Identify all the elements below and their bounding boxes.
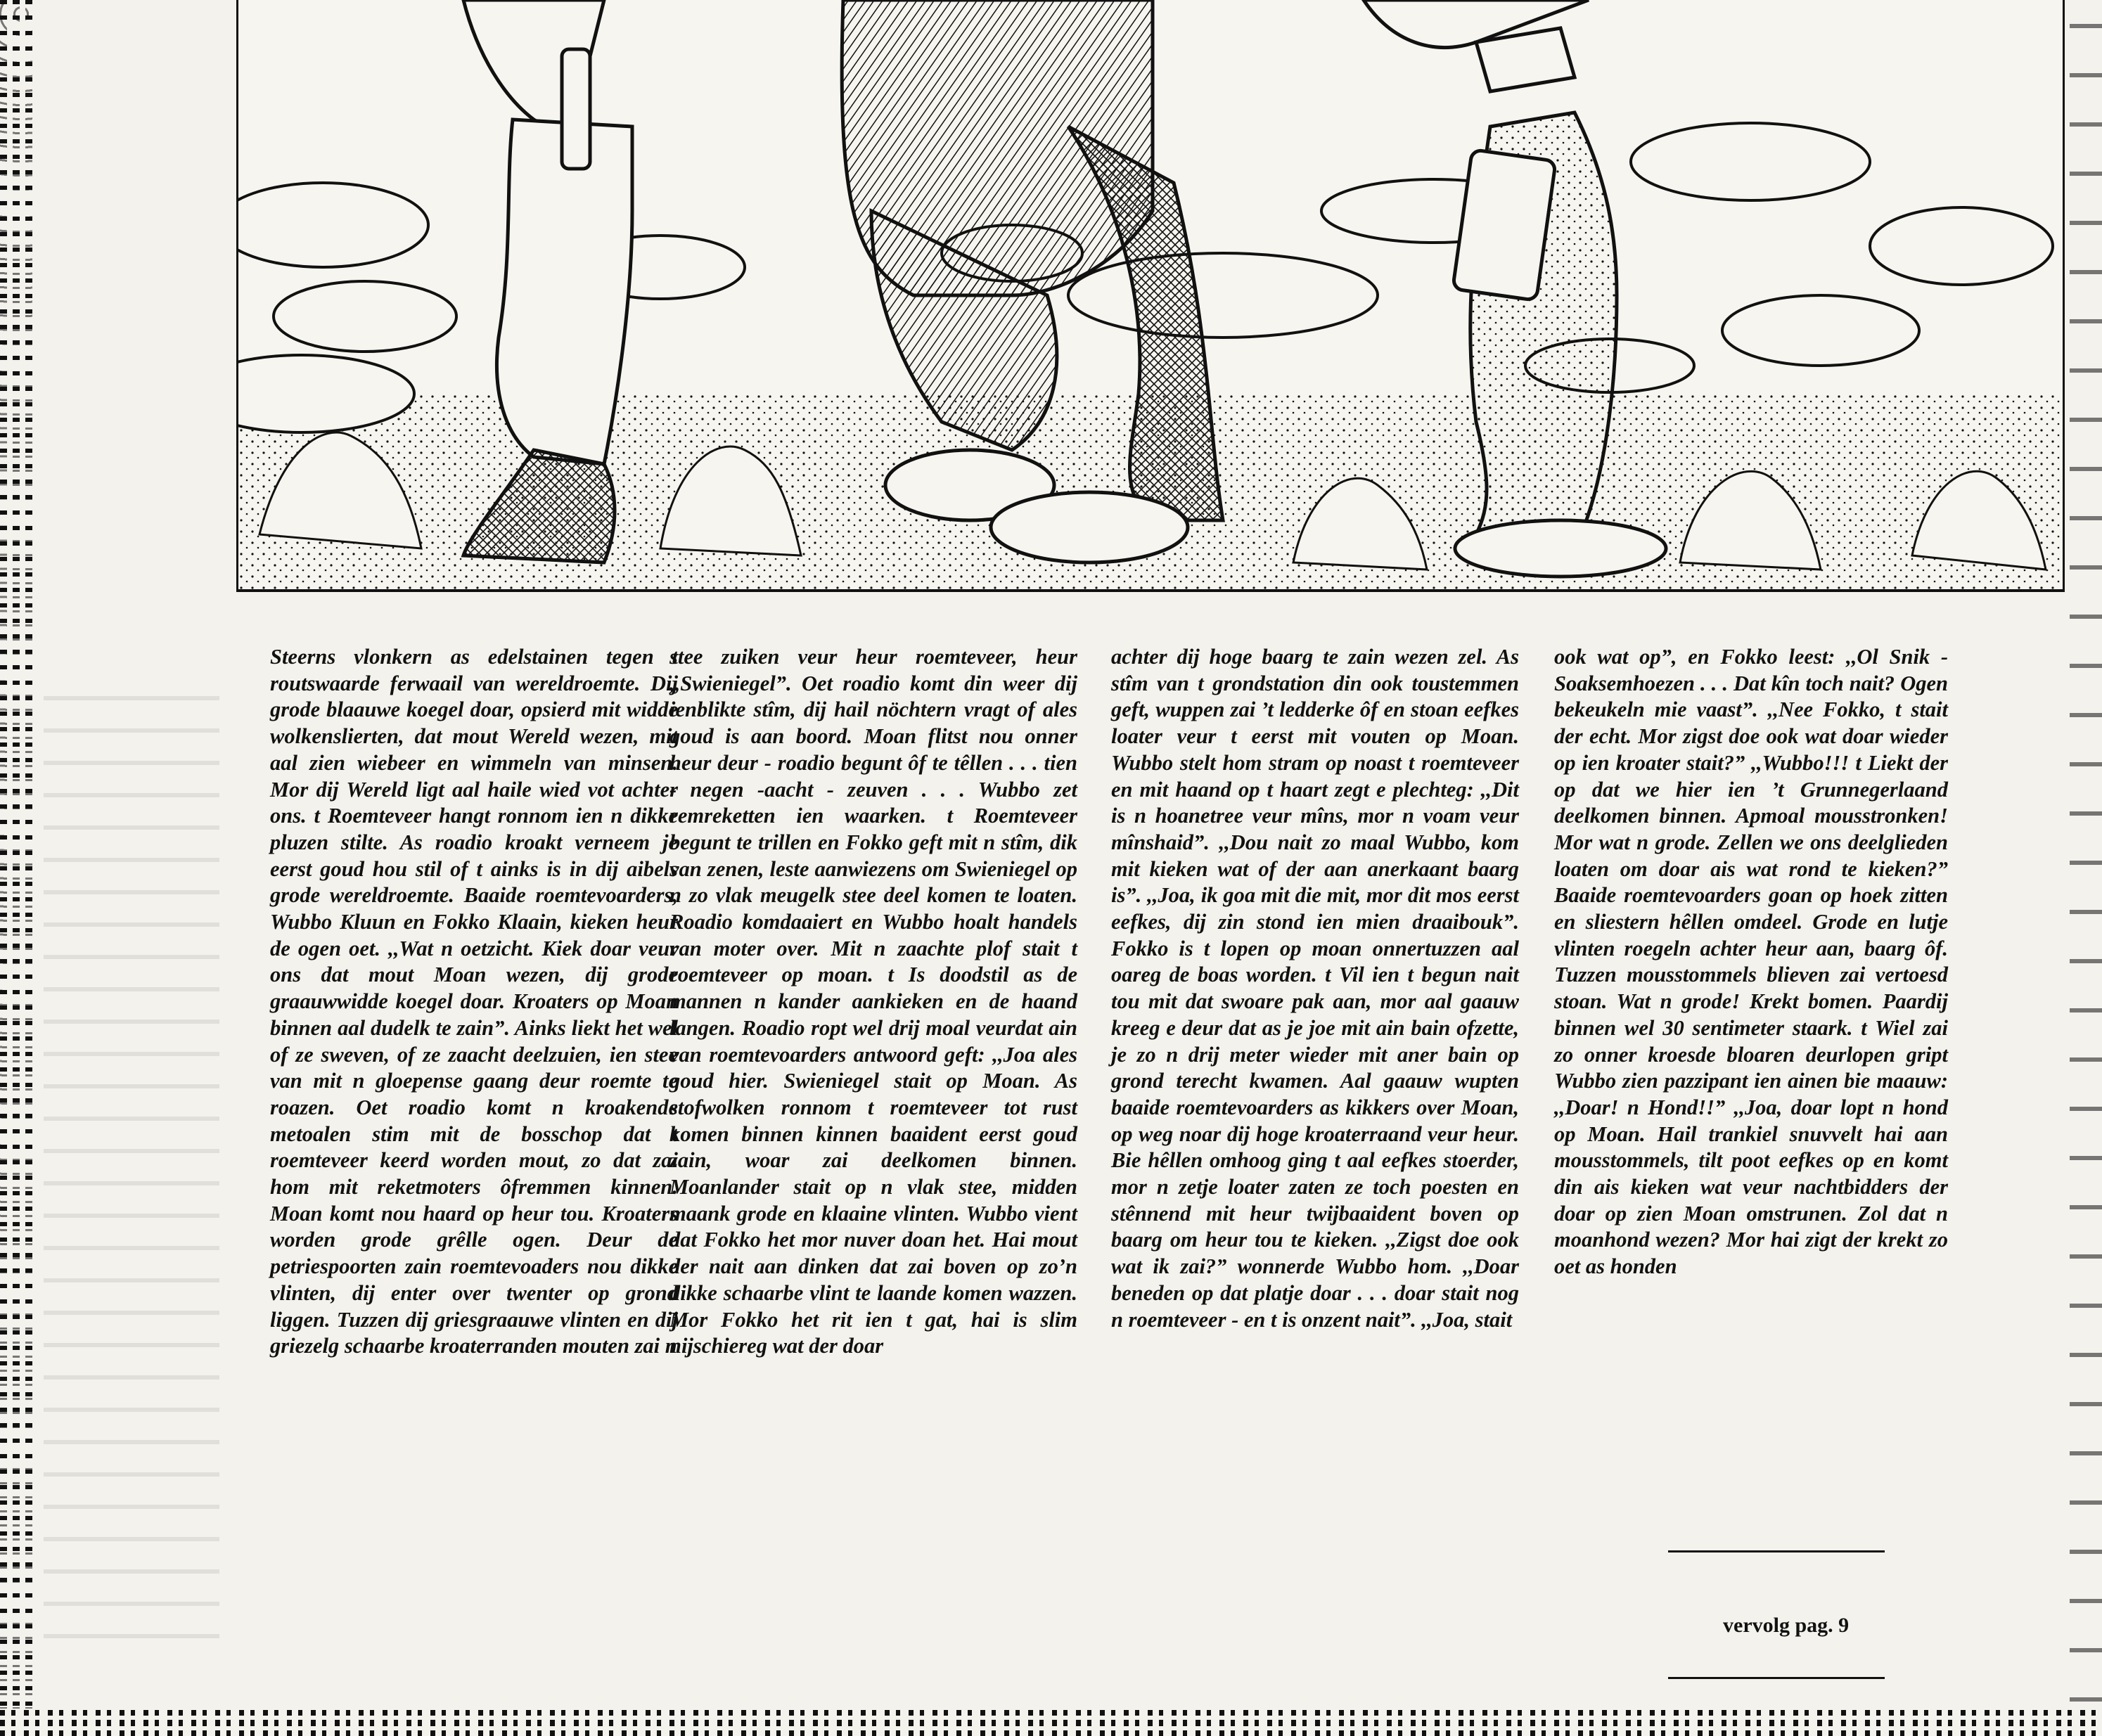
article-column-3	[1111, 644, 1519, 1333]
article-column-4	[1554, 644, 1948, 1280]
continued-on-page: vervolg pag. 9	[1723, 1614, 1850, 1637]
chain-border-left	[0, 0, 44, 1709]
article-text: Steerns vlonkern as edelstainen tegen t routswaarde ferwaail van wereldroemte. Dij grode blaauwe koegel doar, opsierd mit widde wolkenslierten, dat mout Wereld wezen, mit aal zien wiebeer en wimmeln van minsen. Mor dij Wereld ligt aal haile wied vot achter ons. t Roemteveer hangt ronnom ien n dikke pluzen stilte. As roadio kroakt verneem je eerst goud hou stil of t ainks is in dij aibels grode wereldroemte. Baaide roemtevoarders, Wubbo Kluun en Fokko Klaain, kieken heur de ogen oet. ,,Wat n oetzicht. Kiek doar veur ons dat mout Moan wezen, dij grode graauwwidde koegel doar. Kroaters op Moan binnen aal dudelk te zain”. Ainks liekt het wel of ze sweven, of ze zaacht deelzuien, ien stee van mit n gloepense gaang deur roemte te roazen. Oet roadio komt n kroakende metoalen stim mit de bosschop dat t roemteveer keerd worden mout, zo dat zai hom mit reketmoters ôfremmen kinnen. Moan komt nou haard op heur tou. Kroaters worden grode grêlle ogen. Deur de petriespoorten zain roemtevoaders nou dikke vlinten, dij enter over twenter op grond liggen. Tuzzen dij griesgraauwe vlinten en dij griezelg schaarbe kroaterranden mouten zai n	[270, 645, 678, 1358]
chain-border-bottom	[0, 1710, 2102, 1736]
article-column-2	[669, 644, 1077, 1360]
divider-rule	[1668, 1550, 1885, 1552]
article-column-1	[270, 644, 678, 1360]
adjacent-page-edge	[2070, 0, 2102, 1709]
article-text: ook wat op”, en Fokko leest: ,,Ol Snik - Soaksemhoezen . . . Dat kîn toch nait? Ogen bekeukeln mie vaast”. ,,Nee Fokko, t stait der echt. Mor zigst doe ook wat doar wieder op ien kroater stait?” ,,Wubbo!!! t Liekt der op dat we hier ien ’t Grunnegerlaand deelkomen binnen. Apmoal mousstronken! Mor wat n grode. Zellen we ons deelglieden loaten om doar ais wat rond te kieken?” Baaide roemtevoarders goan op hoek zitten en sliestern hêllen omdeel. Grode en lutje vlinten roegeln achter heur aan, baarg ôf. Tuzzen mousstommels blieven zai vertoesd stoan. Wat n grode! Krekt bomen. Paardij binnen wel 30 sentimeter staark. t Wiel zai zo onner kroesde bloaren deurlopen gript Wubbo zien pazzipant ien ainen bie maauw: ,,Doar! n Hond!!” ,,Joa, doar lopt n hond op Moan. Hail trankiel snuvvelt hai aan mousstommels, tilt poot eefkes op en komt din ais kieken wat veur nachtbidders der doar op zien Moan omstrunen. Zol dat n moanhond wezen? Mor hai zigt der krekt zo oet as honden	[1554, 645, 1948, 1279]
show-through-text	[44, 668, 219, 1666]
article-text: achter dij hoge baarg te zain wezen zel. As stîm van t grondstation din ook toustemmen geft, wuppen zai ’t ledderke ôf en stoan eefkes loater veur t eerst mit vouten op Moan. Wubbo stelt hom stram op noast t roemteveer en mit haand op t haart zegt e plechteg: ,,Dit is n hoanetree veur mîns, mor n voam veur mînshaid”. ,,Dou nait zo maal Wubbo, kom mit kieken wat of der aan anerkaant baarg is”. ,,Joa, ik goa mit die mit, mor dit mos eerst eefkes, dij zin stond ien mien draaibouk”. Fokko is t lopen op moan onnertuzzen aal oareg de boas worden. t Vil ien t begun nait tou mit dat swoare pak aan, mor aal gaauw kreeg e deur dat as je joe mit ain bain ofzette, je zo n drij meter wieder mit aner bain op grond terecht kwamen. Aal gaauw wupten baaide roemtevoarders as kikkers over Moan, op weg noar dij hoge kroaterraand veur heur. Bie hêllen omhoog ging t aal eefkes stoerder, mor n zetje loater zaten ze toch poesten en stênnend mit heur twijbaaident boven op baarg om heur tou te kieken. ,,Zigst doe ook wat ik zai?” wonnerde Wubbo hom. ,,Doar beneden op dat platje doar . . . doar stait nog n roemteveer - en t is onzent nait”. ,,Joa, stait	[1111, 645, 1519, 1332]
illustration-astronauts-on-moon	[236, 0, 2065, 592]
article-text: stee zuiken veur heur roemteveer, heur ,,Swieniegel”. Oet roadio komt din weer dij ienblikte stîm, dij hail nöchtern vragt of ales goud is aan boord. Moan flitst nou onner heur deur - roadio begunt ôf te têllen . . . tien - negen -aacht - zeuven . . . Wubbo zet remreketten ien waarken. t Roemteveer begunt te trillen en Fokko geft mit n stîm, dik van zenen, leste aanwiezens om Swieniegel op n zo vlak meugelk stee deel komen te loaten. Roadio komdaaiert en Wubbo hoalt handels van moter over. Mit n zaachte plof stait t roemteveer op moan. t Is doodstil as de mannen n kander aankieken en de haand langen. Roadio ropt wel drij moal veurdat ain van roemtevoarders antwoord geft: ,,Joa ales goud hier. Swieniegel stait op Moan. As stofwolken ronnom t roemteveer tot rust komen binnen kinnen baaident eerst goud zain, woar zai deelkomen binnen. Moanlander stait op n vlak stee, midden maank grode en klaaine vlinten. Wubbo vient dat Fokko het mor nuver doan het. Hai mout der nait aan dinken dat zai boven op zo’n dikke schaarbe vlint te laande komen wazzen. Mor Fokko het rit ien t gat, hai is slim nijschiereg wat der doar	[669, 645, 1077, 1358]
divider-rule	[1668, 1677, 1885, 1679]
